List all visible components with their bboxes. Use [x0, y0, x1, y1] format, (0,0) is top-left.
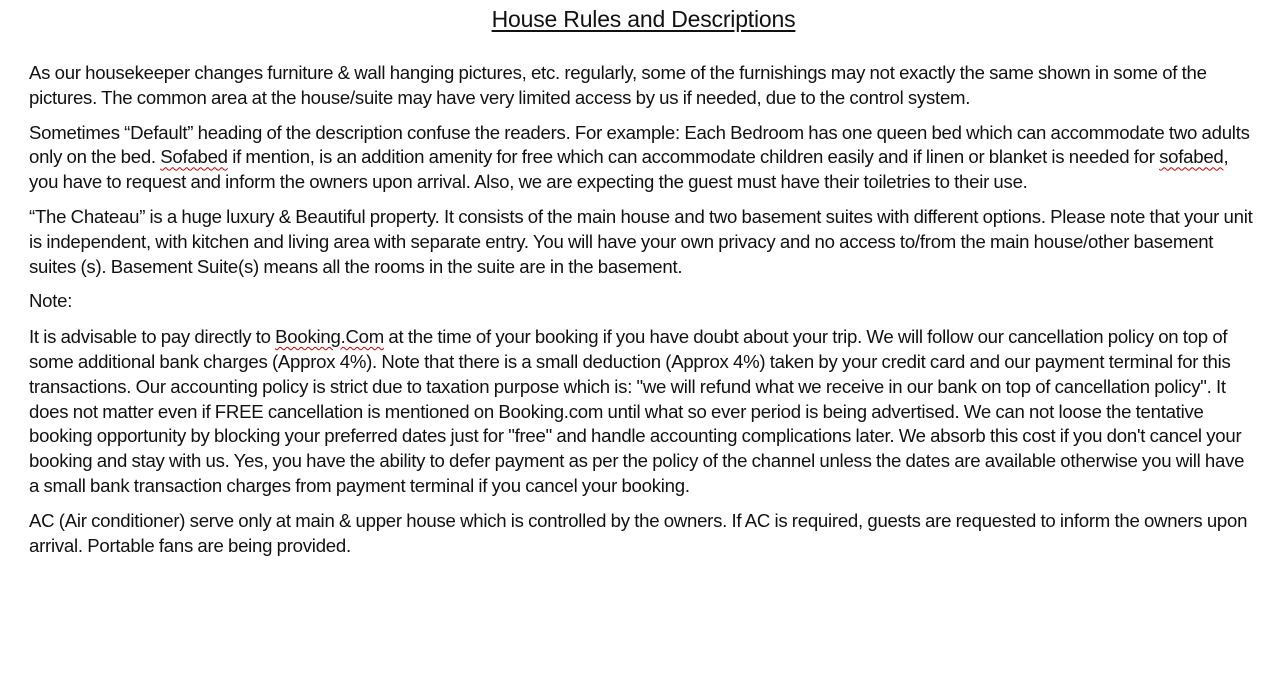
document-title: House Rules and Descriptions: [491, 6, 796, 32]
paragraph-text: It is advisable to pay directly to: [29, 326, 276, 348]
spellcheck-word: sofabed: [1159, 146, 1224, 168]
paragraph-text: , you have to request and inform the owners upon arrival. Also, we are expecting the guest must have their toiletries to their use.: [29, 146, 1229, 193]
paragraph-payment-policy: [29, 325, 1258, 499]
paragraph-chateau: “The Chateau” is a huge luxury & Beautiful property. It consists of the main house and two basement suites with different options. Please note that your unit is independent, with kitchen and living area with separate entry. You will have your own privacy and no access to/from the main house/other basement suites (s). Basement Suite(s) means all the rooms in the suite are in the basement.: [29, 205, 1253, 277]
paragraph-text: at the time of your booking if you have doubt about your trip. We will follow our cancellation policy on top of some additional bank charges (Approx 4%). Note that there is a small deduction (Approx 4%) taken by your credit card and our payment terminal for this transactions. Our accounting policy is strict due to taxation purpose which is: "we will refund what we receive in our bank on top of cancellation policy". It does not matter even if FREE cancellation is mentioned on Booking.com until what so ever period is being advertised. We can not loose the tentative booking opportunity by blocking your preferred dates just for "free" and handle accounting complications later. We absorb this cost if you don't cancel your booking and stay with us. Yes, you have the ability to defer payment as per the policy of the channel unless the dates are available otherwise you will have a small bank transaction charges from payment terminal if you cancel your booking.: [29, 326, 1245, 496]
spellcheck-word: Booking.Com: [275, 326, 384, 348]
spellcheck-word: Sofabed: [160, 146, 228, 168]
paragraph-furnishings: As our housekeeper changes furniture & wall hanging pictures, etc. regularly, some of the furnishings may not exactly the same shown in some of the pictures. The common area at the house/suite may have very limited access by us if needed, due to the control system.: [29, 62, 1207, 108]
note-label: Note:: [29, 290, 73, 312]
paragraph-text: Sometimes “Default” heading of the description confuse the readers. For example: Each Bedroom has one queen bed which can accommodate two adults only on the bed.: [29, 121, 1250, 168]
paragraph-default-heading: [29, 121, 1258, 195]
paragraph-text: if mention, is an addition amenity for free which can accommodate children easily and if linen or blanket is needed for: [227, 146, 1160, 168]
paragraph-air-conditioner: AC (Air conditioner) serve only at main & upper house which is controlled by the owners. If AC is required, guests are requested to inform the owners upon arrival. Portable fans are being provided.: [29, 509, 1248, 556]
